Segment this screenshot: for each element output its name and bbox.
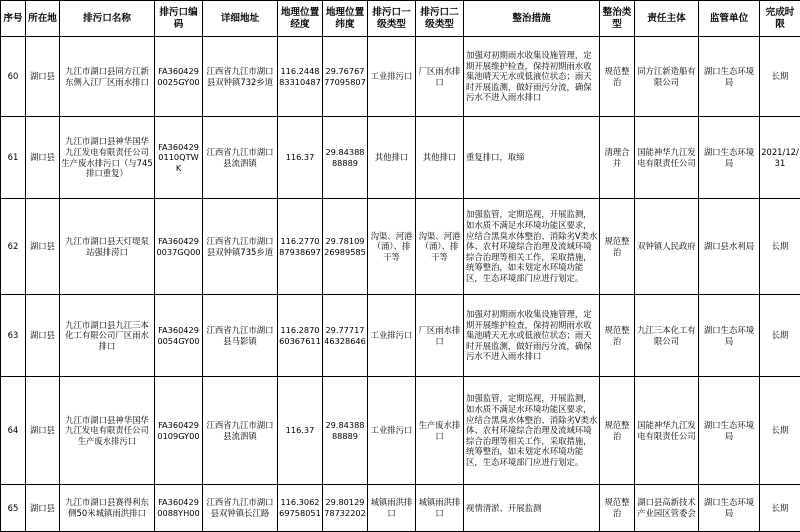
header-type2: 排污口二级类型 (416, 1, 464, 37)
header-deadline: 完成时限 (760, 1, 800, 37)
cell-supervisor: 湖口生态环境局 (699, 485, 760, 532)
cell-lat: 29.7771746328646 (323, 295, 368, 377)
header-supervisor: 监管单位 (699, 1, 760, 37)
cell-lng: 116.277087938697 (278, 199, 323, 295)
cell-supervisor: 湖口生态环境局 (699, 37, 760, 117)
header-measures: 整治措施 (464, 1, 600, 37)
cell-measures: 加强对初期雨水收集设施管理，定期开展维护检查，保持初期雨水收集池晴天无水或低液位状态；雨天时开展监测，做好雨污分流，确保污水不进入雨水排口 (464, 295, 600, 377)
cell-measures: 加强监管，定期巡视，开展监测，如水质不满足水环境功能区要求，应结合黑臭水体整治、消除劣V类水体、农村环境综合治理及流域环境综合治理等相关工作，采取措施，统筹整治，如未划定水环境功能区，生态环境部门应进行划定。 (464, 199, 600, 295)
cell-deadline: 长期 (760, 37, 800, 117)
cell-type2: 生产废水排口 (416, 377, 464, 485)
cell-rectify: 规范整治 (600, 37, 635, 117)
cell-seq: 61 (1, 117, 26, 199)
cell-rectify: 规范整治 (600, 295, 635, 377)
header-row (1, 1, 800, 37)
cell-measures: 重复排口，取缔 (464, 117, 600, 199)
table-row (1, 485, 800, 532)
cell-code: FA3604290088YH00 (155, 485, 203, 532)
cell-type1: 工业排污口 (368, 295, 416, 377)
cell-address: 江西省九江市湖口县双钟镇长江路 (203, 485, 278, 532)
cell-lng: 116.37 (278, 117, 323, 199)
cell-lng: 116.37 (278, 377, 323, 485)
cell-name: 九江市湖口县神华国华九江发电有限责任公司生产废水排污口 (60, 377, 155, 485)
cell-rectify: 规范整治 (600, 485, 635, 532)
cell-owner: 湖口县高新技术产业园区管委会 (635, 485, 699, 532)
cell-code: FA3604290054GY00 (155, 295, 203, 377)
header-lng: 地理位置经度 (278, 1, 323, 37)
cell-county: 湖口县 (26, 295, 60, 377)
cell-deadline: 长期 (760, 377, 800, 485)
cell-name: 九江市湖口县九江三本化工有限公司厂区雨水排口 (60, 295, 155, 377)
table-row (1, 295, 800, 377)
cell-name: 九江市湖口县神华国华九江发电有限责任公司生产废水排污口（与745排口重复） (60, 117, 155, 199)
table-row (1, 117, 800, 199)
cell-measures: 加强对初期雨水收集设施管理，定期开展维护检查，保持初期雨水收集池晴天无水或低液位状态；雨天时开展监测，做好雨污分流，确保污水不进入雨水排口 (464, 37, 600, 117)
cell-address: 江西省九江市湖口县马影镇 (203, 295, 278, 377)
cell-type2: 沟渠、河港（涌）、排干等 (416, 199, 464, 295)
table-row (1, 37, 800, 117)
cell-lat: 29.8438888889 (323, 117, 368, 199)
cell-type2: 厂区雨水排口 (416, 295, 464, 377)
cell-seq: 64 (1, 377, 26, 485)
table-row (1, 377, 800, 485)
table-row (1, 199, 800, 295)
cell-address: 江西省九江市湖口县流泗镇 (203, 117, 278, 199)
cell-owner: 国能神华九江发电有限责任公司 (635, 117, 699, 199)
cell-seq: 60 (1, 37, 26, 117)
cell-measures: 加强监管，定期巡视，开展监测，如水质不满足水环境功能区要求，应结合黑臭水体整治、消除劣V类水体、农村环境综合治理及流域环境综合治理等相关工作，采取措施，统筹整治，如未划定水环境功能区，生态环境部门应进行划定。 (464, 377, 600, 485)
cell-seq: 65 (1, 485, 26, 532)
cell-name: 九江市湖口县天灯堤泵站强排涝口 (60, 199, 155, 295)
cell-lng: 116.287060367611 (278, 295, 323, 377)
header-owner: 责任主体 (635, 1, 699, 37)
cell-supervisor: 湖口生态环境局 (699, 295, 760, 377)
cell-rectify: 规范整治 (600, 377, 635, 485)
header-address: 详细地址 (203, 1, 278, 37)
cell-county: 湖口县 (26, 377, 60, 485)
cell-type2: 城镇雨洪排口 (416, 485, 464, 532)
cell-type1: 沟渠、河港（涌）、排干等 (368, 199, 416, 295)
header-code: 排污口编码 (155, 1, 203, 37)
cell-county: 湖口县 (26, 485, 60, 532)
cell-code: FA3604290110QTWK (155, 117, 203, 199)
cell-type1: 其他排口 (368, 117, 416, 199)
cell-supervisor: 湖口县水利局 (699, 199, 760, 295)
cell-name: 九江市湖口县同方江新东侧入江厂区雨水排口 (60, 37, 155, 117)
cell-measures: 视情清淤、开展监测 (464, 485, 600, 532)
header-seq: 序号 (1, 1, 26, 37)
cell-rectify: 清理合并 (600, 117, 635, 199)
cell-rectify: 规范整治 (600, 199, 635, 295)
cell-type1: 城镇雨洪排口 (368, 485, 416, 532)
cell-supervisor: 湖口生态环境局 (699, 117, 760, 199)
cell-county: 湖口县 (26, 117, 60, 199)
cell-name: 九江市湖口县赛得利东侧50米城镇雨洪排口 (60, 485, 155, 532)
cell-deadline: 长期 (760, 485, 800, 532)
header-name: 排污口名称 (60, 1, 155, 37)
cell-lng: 116.306269758051 (278, 485, 323, 532)
header-lat: 地理位置纬度 (323, 1, 368, 37)
cell-county: 湖口县 (26, 199, 60, 295)
cell-owner: 九江三本化工有限公司 (635, 295, 699, 377)
cell-seq: 62 (1, 199, 26, 295)
cell-lng: 116.244883310487 (278, 37, 323, 117)
cell-address: 江西省九江市湖口县流泗镇 (203, 377, 278, 485)
header-rectify: 整治类型 (600, 1, 635, 37)
cell-code: FA3604290109GY00 (155, 377, 203, 485)
cell-owner: 国能神华九江发电有限责任公司 (635, 377, 699, 485)
header-county: 所在地 (26, 1, 60, 37)
cell-address: 江西省九江市湖口县双钟镇732乡道 (203, 37, 278, 117)
cell-lat: 29.7676777095807 (323, 37, 368, 117)
cell-code: FA3604290037GQ00 (155, 199, 203, 295)
cell-owner: 同方江新造船有限公司 (635, 37, 699, 117)
cell-lat: 29.8438888889 (323, 377, 368, 485)
cell-code: FA3604290025GY00 (155, 37, 203, 117)
cell-type2: 厂区雨水排口 (416, 37, 464, 117)
header-type1: 排污口一级类型 (368, 1, 416, 37)
cell-supervisor: 湖口生态环境局 (699, 377, 760, 485)
cell-address: 江西省九江市湖口县双钟镇735乡道 (203, 199, 278, 295)
cell-type1: 工业排污口 (368, 37, 416, 117)
cell-deadline: 长期 (760, 199, 800, 295)
cell-county: 湖口县 (26, 37, 60, 117)
cell-deadline: 长期 (760, 295, 800, 377)
cell-type2: 其他排口 (416, 117, 464, 199)
cell-owner: 双钟镇人民政府 (635, 199, 699, 295)
cell-seq: 63 (1, 295, 26, 377)
cell-lat: 29.8012978732202 (323, 485, 368, 532)
cell-lat: 29.7810926989585 (323, 199, 368, 295)
cell-type1: 工业排污口 (368, 377, 416, 485)
cell-deadline: 2021/12/31 (760, 117, 800, 199)
